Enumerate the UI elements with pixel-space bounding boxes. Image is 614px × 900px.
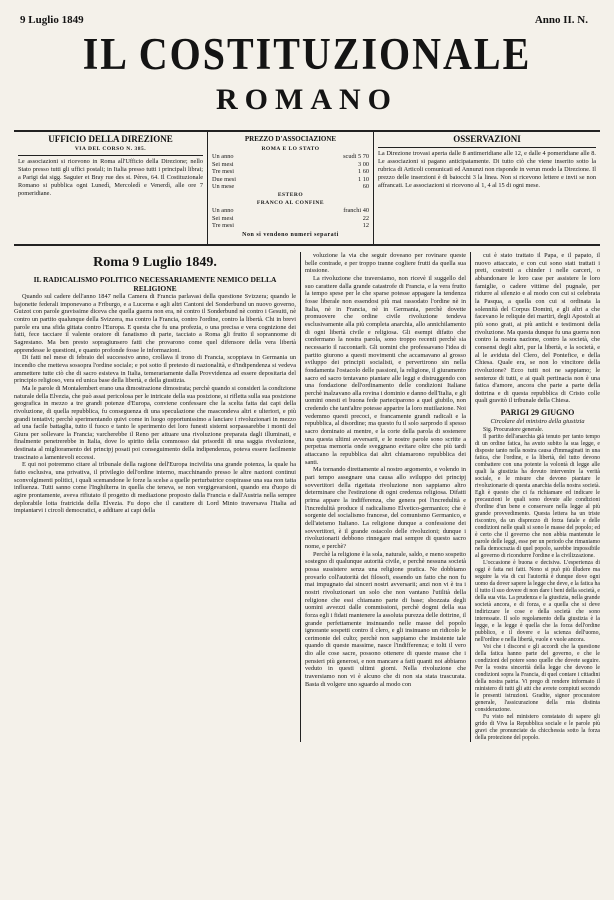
price-value: 1 10: [357, 175, 369, 183]
divider: [18, 155, 203, 156]
paragraph: La rivoluzione che traversiamo, non ricevè il suggello del suo carattere dalla grande catastrofe di Francia, e la vera frutto la tempo spese per le che sparse potesse appagare la tendenza fosse liberale non essendosi più mai rassodato l'ordine nè in Italia, nè in Francia, nè in Germania, perchè dovette promuovere che ordine civile rivoluzione tendeva esclusivamente alla più completa anarchia, allo annichilamento di ogni libertà civile e religiosa. Gli esempi difatto che confermano la nostra parola, sono troppo recenti perchè sia necessario il raccontarli. Gli uomini che professavano l'idea di partito giurono a questi movimenti che accamavano al grosso sviluppo dei principii socialisti, e pervertirono sin nella fondamenta l'ostacolo delle passioni, la religione, il giuramento sacro ed sacro tentavano piantare alle leggi e distruggendo con una fondazione dell'ordinamento delle condizioni Italiane perchè inalzavano alla rovina i dominio e danno dell'Italia, e gli uomini onesti ei buona fede parteciparono a quel giubilo, non credendo che tant'altre potesse apparire la loro mutilazione. Noi vedemmo questi precoci, e francamente grandi radicali e la repubblica, al disordine; ma questo fu il solo sarprodo il spesso sacro dominato ai mentre, e la corte della parola di sostenere una questa ultimi avversarii, e le nostre parole sono scritte a perpetua memoria onde sveggnano evitare oltre che più tardi attaccano la repubblica dai altri chiamarono repubblica dei santi.: [305, 274, 466, 466]
section-subheading: Circolare del ministro della giustizia: [490, 418, 585, 426]
prices-abroad-heading: ESTERO: [277, 191, 304, 198]
paragraph: Ma tornando direttamente al nostro argomento, e volendo in pari tempo assegnare una causa allo sviluppo dei principj sovvertitori della rigettata rivoluzione non sappiamo altro determinare che l'estinzione di ogni credenza religiosa. Difatti prima appare la indifferenza, che genera poi l'incredulità e l'incredulità produce il radicalismo Elvetico-germanico; che è sorgente del socialismo francese, del comunismo Germanico, e dell'ateismo Italiano. La religione dunque a confessione dei sovvertitori, è il grande ostacolo delle rivoluzioni; dunque i rivoluzionarii debbono rinnegare mai sempre di questo sacro nome, e perchè?: [305, 466, 466, 550]
price-row: [212, 207, 369, 215]
observations-text: La Direzione trovasi aperta dalle 8 antimeridiane alle 12, e dalle 4 pomeridiane alle 8. Le associazioni si pagano anticipatamente. Di tutto ciò che viene inserito sotto la rubrica di Articoli comunicati ed Annunzi non risponde in verun modo la Direzione. Il prezzo delle inserzioni è di baiocchi 3 la linea. Non si ricevono lettere e invii se non affrancati. Le associazioni si ricevono al 1, 4 al 15 di ogni mese.: [378, 150, 596, 189]
price-row: [212, 153, 369, 161]
paragraph: Il partito dell'anarchia già tenuto per tanto tempo di un ordine fatica, ha avuto subito la sua legge, e disposte tanto nella nostra causa d'immaginati in una fatica, che l'ordine, e la libertà, del tutto devono combattere con una potente la volontà di legge alle quali la giustizia ha dovuto intervenire la verità sociale, e le misure che devono piantare le rivoluzionarie di questa anarchia della nostra società. Egli è questo che ci fa richiamare ed indicare le precauzioni le quali sono dovute alle condizioni d'ordine d'un bene e conservare nella legge al più grande provvedimento. Questa lettera ha un triste riscontro, da un disprezzo di forza fatale e delle condizioni nelle quali si sono le masse del popolo; ed è certo che il governo che non abbia mantenute le parole delle leggi, esse per un periodo che rimaniamo nella democrazia di quel popolo, sarebbe impossibile al governo di ricondurre l'ordine e la civilizzazione.: [475, 434, 600, 560]
paragraph: L'occasione è buona e decisiva. L'esperienza di oggi è fatta nei fatti. Nono si può più illudere ma seguire la via di cui l'autorità è dunque dove ogni uomo da dover sapere la legge che deve, e la fatica ha il tutto il suo dovere di non dare i beni della società, e della sua vita. La prudenza e la giustizia, nella grande società ancora, e di forza, e a quella che si deve indirizzare le cose e della società che sono interessate. Il solo regolamento della giustizia è la legge, e la legge è quella che la forza dell'ordine pubblico, e il dovere e la scienza dell'uomo, nell'ordine e nella libertà, vuole e vuole ancora.: [475, 560, 600, 644]
right-column: [470, 252, 600, 742]
prices-abroad-list: [212, 207, 369, 230]
prices-state-list: [212, 153, 369, 191]
masthead: [14, 27, 600, 120]
price-value: 60: [362, 183, 369, 191]
prices-subheading: ROMA E LO STATO: [261, 146, 320, 152]
paragraph: Quando sul cadere dell'anno 1847 nella Camera di Francia parlavasi della questione Svizzera; quando le bajonette federali imponevano a Friburgo, e a Lucerna e agli altri Cantoni del Sonderbund un nuovo governo, Guizot con parole gravissime diceva che quella guerra non era, nè contro il Sonderbund nè contro i Gesuiti, nè contro un partito qualunque della Svizzera, ma contro la Francia, contro l'ordine, contro la libertà. Chi in brevi parole era una sfida gittata contro l'Europa. E questa che fu una profezia, o una precisa e vera cognizione dei fatti, fece tacciare il valente oratore di fanatismo di parte, tacciato a Roma gli frutto il soprannome di Sagrestano. Ma ben presto sopragiunsero fatti che provarono come quel difensore della vera libertà apprendesse le questioni, e quanto profonde fosse le informazioni.: [14, 293, 296, 354]
issue-date: 9 Luglio 1849: [20, 14, 84, 26]
paragraph: Voi che i discorsi e gli accordi che la questione della fatica hanno parte del governo, e che le condizioni del potere sono quelle che dovete seguire. Per la vostra sincerità della legge che devono le condizioni sopra la Francia, di quel contare i cittadini della nostra patria. Vi prego di rendere informato il ministero di tutti gli atti che avrete compiuti secondo le presenti istruzioni. Gradite, signor procuratore generale, l'assicurazione della mia distinta considerazione.: [475, 644, 600, 714]
direction-address: VIA DEL CORSO N. 385.: [74, 146, 147, 152]
price-value: 1 60: [357, 168, 369, 176]
price-label: Un mese: [212, 183, 235, 191]
paragraph: Di fatti nel mese di febraio del successivo anno, crollava il trono di Francia, scoppiava in Germania un incendio che metteva sossopra l'ordine sociale; e poi sotto il pretesto di nazionalità, e d'indipendenza si vedeva ammettere tutte ciò che di sacro esisteva in Italia, temerariamente dalla Provvidenza ad essere depositaria del principio religioso, vera ed unica base della libertà, e della giustizia.: [14, 354, 296, 385]
middle-column: [300, 252, 470, 742]
salutation: Sig. Procuratore generale.: [483, 427, 544, 434]
article-continuation: [305, 252, 466, 688]
section-body: [475, 427, 600, 742]
info-prices: [208, 132, 374, 244]
divider: [378, 147, 596, 148]
paragraph: Fu visto nel ministero constatato di sapere gli grido di Viva la Repubblica sociale e le parole più gravi che pronunciate da chicchessia sotto la forza della protezione del popolo.: [475, 714, 600, 742]
price-row: [212, 168, 369, 176]
article-title: IL RADICALISMO POLITICO NECESSARIAMENTE NEMICO DELLA RELIGIONE: [33, 275, 277, 293]
masthead-title: IL COSTITUZIONALE: [82, 27, 532, 80]
price-label: Un anno: [212, 153, 234, 160]
price-label: Sei mesi: [212, 214, 234, 222]
article-conclusion: [475, 252, 600, 405]
price-row: [212, 183, 369, 191]
info-observations: [374, 132, 600, 244]
prices-heading: PREZZO D'ASSOCIAZIONE: [244, 135, 337, 143]
price-label: Due mesi: [212, 175, 236, 183]
direction-heading: UFFICIO DELLA DIREZIONE: [48, 134, 173, 144]
prices-footer: Non si vendono numeri separati: [242, 231, 339, 238]
paragraph: Perchè la religione è la sola, naturale, saldo, e meno sospetto sostegno di qualunque autorità civile, e perchè nessuna società possa sussistere senza una religione pratica. Ne dobbiamo provarlo coll'autorità dei filosofi, essendo un fatto che non fu mai impugnato dai sinceri nostri avversarii; anzi non vi è tra i nostri rivoluzionari un solo che non vantano l'utilità della religione che essi chiamano parte di base; sbozzata degli uomini avvezzi dalle commissioni, perchè dogmi della sua forza egli i fidati mantenere la assoluta purezza delle dottrine, il grande perfettamente insinuando nelle masse del popolo ignorante sospetti contro il clero, e gli insinuano un ridicolo le cerimonie del culto; perchè non sappiamo che insistente tale quando di queste massime, nasce l'indifferenza; e tolti il vero dio alle cose sacre, possono ottenere di queste masse che i pensieri più generosi, e non mancare a fatti quanti noi abbiamo veduto in questi ultimi giorni. Nella rivoluzione che traversiamo non vi è alcuno che di non sia stata trascurata. Basta di volgere uno sguardo al modo con: [305, 550, 466, 688]
paragraph: E qui noi potremmo citare al tribunale della ragione dell'Europa incivilita una grande potenza, la quale ha fatto esclusiva, una privativa, il privilegio dell'ordine interno, macchinando presso le altre nazioni continui sconvolgimenti politici, i quali scemandone le forze la scelse a quelle perturbatrice cospirasse una sua non tatta influenza. Tutti sanno come l'Inghilterra in quella che teneva, se non vergigevarsioni, quando era d'uopo di agire prontamente, aveva rifiutato il progetto di mediazione proposto dalla Francia e dall'Austria nella sempre deplorabile lotta fratricida della Elvezia. Fu dopo che il carattere di Lord Minto traversava l'Italia ad impiantarvi i circoli democratici, e additare ai capi della: [14, 461, 296, 515]
paragraph: Ma le parole di Montalembert erano una dimostrazione dimostrata; perchè quando si consideri la condizione naturale della Elvezia, che può assai pericolosa per le intricate della sua posizione, si rifletta sulla sua posizione geografica in mezzo a tre grandi potenze d'Europa, conviene confessare che la scelta fatta dai capi della rivoluzione, di quella repubblica, fu conseguenza di una speculazione che mascondeva altri e ulteriori, e più grandi tentativi; perchè sperimentando quivi come in luogo opportunissimo a lanciare i rivoluzionari in mezzo ad una facile battaglia, tutto il fuoco e tanto le sperimento dei loro funesti sistemi sorpassarebbe i monti del Giura per sollevare la Francia; varcherebbe il Reno per attuare una rivoluzione preparata dagli illuminati, e finalmente penetrerebbe in Italia, dove lo spirito della commosso dai prisordii di una saggia rivoluzione, destinata al miglioramento dei principj posati poi conseguimento della indipendenza, poteva essere facilmente trascinato a lamentevoli eccessi.: [14, 384, 296, 461]
observations-heading: OSSERVAZIONI: [453, 134, 521, 144]
price-value: 22: [362, 214, 369, 222]
price-label: Sei mesi: [212, 160, 234, 168]
dateline: Roma 9 Luglio 1849.: [93, 255, 217, 270]
price-value: scudi 5 70: [343, 153, 369, 160]
price-label: Un anno: [212, 206, 234, 214]
masthead-subtitle: ROMANO: [216, 83, 398, 116]
price-value: 12: [362, 222, 369, 230]
price-value: franchi 40: [343, 206, 369, 214]
price-row: [212, 161, 369, 169]
issue-number: Anno II. N.: [534, 14, 588, 26]
direction-text: Le associazioni si ricevono in Roma all'Ufficio della Direzione; nello Stato presso tutti gli uffici postali; in Italia presso tutti i principali librai; a Parigi dai sigg. Saguier et Bray rue des st. Pères, 64. Il Costituzionale Romano si pubblica ogni Lunedì, Mercoledì e Venerdì, alle ore 7 pomeridiane.: [18, 158, 203, 197]
left-column: [14, 252, 300, 742]
price-row: [212, 222, 369, 230]
section-heading: PARIGI 29 GIUGNO: [500, 408, 575, 418]
price-label: Tre mesi: [212, 222, 234, 230]
newspaper-body: [14, 252, 600, 742]
paragraph: cui è stato trattato il Papa, e il papato, il nuovo attaccato, e con cui sono stati trattati i preti, costretti a chinder i nelle carceri, o abbandonare le loro case per assistere le loro famiglie, o cadere vittime del pugnale, per ridurre al silenzio e al modo con cui si celebrata la Pasqua, a quella con cui si ordinata la solennità del Corpus Domini, e gli altri a che facevano le reliquie dei martiri, degli Apostoli ai più sono grati, ai più antichi e testimoni della rivoluzione. Ma questa dunque fu una guerra non contro la nostra nazione, contro la società, che consensi degli altri, pur la libertà, e la società, e al le aviduta del Clero, del Pontefice, e della Chiesa. Quale era, se non lo vincitore della rivoluzione? Ecco tutti noi ne sappiamo; le sentenze di tutti, e ai quali pertinacia non è una fatica d'amore, ancora che parte a parte della dottrina e di questa repubblica di Cristo colle quali gravitò il tribunale della Chiesa.: [475, 252, 600, 405]
price-row: [212, 215, 369, 223]
price-row: [212, 176, 369, 184]
info-box: [14, 130, 600, 246]
article-body: [14, 293, 296, 515]
paragraph: voluzione la via che seguir doveano per rovinare queste belle contrade, e per troppo tranne cogliere frutti da quella sua missione.: [305, 252, 466, 275]
price-label: Tre mesi: [212, 168, 234, 176]
prices-abroad-subheading: FRANCO AL CONFINE: [256, 199, 325, 206]
info-direction: [14, 132, 208, 244]
price-value: 3 00: [357, 160, 369, 168]
